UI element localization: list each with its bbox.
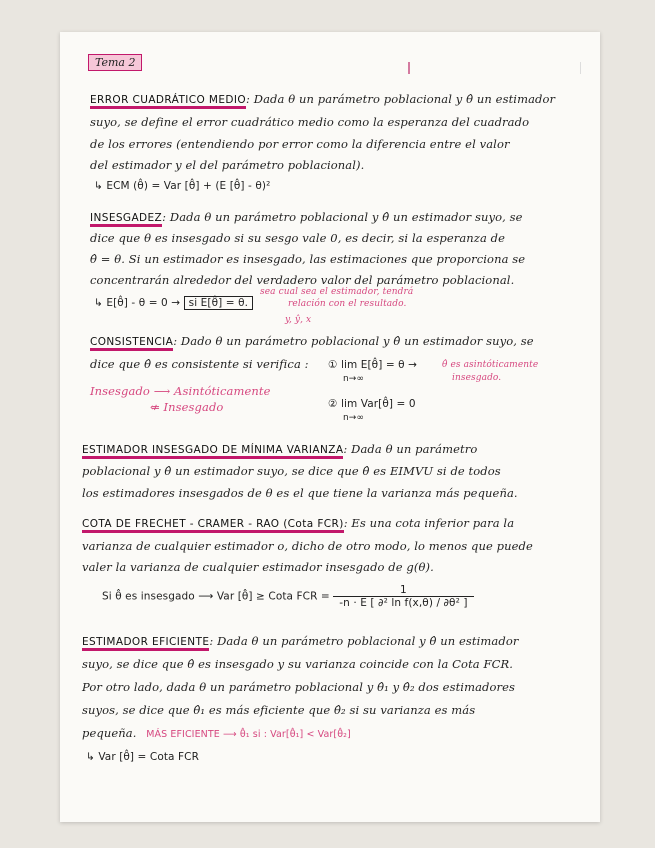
emvu-heading: ESTIMADOR INSESGADO DE MÍNIMA VARIANZA xyxy=(82,444,343,459)
consistencia-cond-2: ② lim Var[θ̂] = 0 xyxy=(328,398,416,410)
ecm-heading: ERROR CUADRÁTICO MEDIO xyxy=(90,94,246,109)
eficiente-formula: ↳ Var [θ̂] = Cota FCR xyxy=(86,751,199,763)
ecm-line-1: ERROR CUADRÁTICO MEDIO: Dada θ un parámetro poblacional y θ̂ un estimador xyxy=(90,92,555,106)
consistencia-line-1: CONSISTENCIA: Dado θ un parámetro poblacional y θ̂ un estimador suyo, se xyxy=(90,334,534,348)
cota-numerator: 1 xyxy=(333,584,473,597)
eficiente-line-2: suyo, se dice que θ̂ es insesgado y su varianza coincide con la Cota FCR. xyxy=(82,657,513,671)
consistencia-line-2: dice que θ̂ es consistente si verifica : xyxy=(90,357,309,371)
eficiente-line-3: Por otro lado, dada θ un parámetro poblacional y θ̂₁ y θ̂₂ dos estimadores xyxy=(82,680,516,694)
notebook-page xyxy=(60,32,600,822)
insesgadez-note-3: y, ŷ, x xyxy=(285,315,312,325)
eficiente-heading: ESTIMADOR EFICIENTE xyxy=(82,636,209,651)
consistencia-cond-1-note-1: θ̂ es asintóticamente xyxy=(442,360,539,370)
cota-denominator: -n · E [ ∂² ln f(x,θ) / ∂θ² ] xyxy=(339,597,468,609)
header-box xyxy=(408,62,581,74)
insesgadez-line-4: concentrarán alrededor del verdadero valor del parámetro poblacional. xyxy=(90,273,515,287)
cota-line-2: varianza de cualquier estimador o, dicho de otro modo, lo menos que puede xyxy=(82,539,533,553)
cota-line-1: COTA DE FRECHET - CRAMER - RAO (Cota FCR): Es una cota inferior para la xyxy=(82,516,514,530)
insesgadez-heading: INSESGADEZ xyxy=(90,212,162,227)
eficiente-line-5: pequeña. MÁS EFICIENTE ⟶ θ̂₁ si : Var[θ̂₁] < Var[θ̂₂] xyxy=(82,726,351,740)
eficiente-line-4: suyos, se dice que θ̂₁ es más eficiente que θ̂₂ si su varianza es más xyxy=(82,703,476,717)
consistencia-cond-1-note-2: insesgado. xyxy=(452,373,502,383)
cota-line-3: valer la varianza de cualquier estimador insesgado de g(θ). xyxy=(82,560,434,574)
consistencia-heading: CONSISTENCIA xyxy=(90,336,173,351)
emvu-line-3: los estimadores insesgados de θ es el que tiene la varianza más pequeña. xyxy=(82,486,518,500)
insesgadez-line-2: dice que θ es insesgado si su sesgo vale 0, es decir, si la esperanza de xyxy=(90,231,506,245)
emvu-line-2: poblacional y θ̂ un estimador suyo, se dice que θ̂ es EIMVU si de todos xyxy=(82,464,501,478)
cota-formula: Si θ̂ es insesgado ⟶ Var [θ̂] ≥ Cota FCR = $\frac{1}{\text{-n · E [ ∂² ln f(x,θ) / ∂θ² ]}}$ xyxy=(102,584,474,609)
insesgadez-boxed: si E[θ̂] = θ. xyxy=(184,296,253,310)
eficiente-line-1: ESTIMADOR EFICIENTE: Dada θ un parámetro poblacional y θ̂ un estimador xyxy=(82,634,518,648)
cota-fraction xyxy=(333,584,473,609)
consistencia-cond-1: ① lim E[θ̂] = θ → xyxy=(328,359,418,371)
emvu-line-1: ESTIMADOR INSESGADO DE MÍNIMA VARIANZA: Dada θ un parámetro xyxy=(82,442,477,456)
ecm-line-2: suyo, se define el error cuadrático medio como la esperanza del cuadrado xyxy=(90,115,530,129)
consistencia-relation-2: ⇍ Insesgado xyxy=(150,400,224,414)
consistencia-cond-2-sub: n→∞ xyxy=(343,413,365,423)
insesgadez-note-2: relación con el resultado. xyxy=(288,299,407,309)
consistencia-relation-1: Insesgado ⟶ Asintóticamente xyxy=(90,384,271,398)
insesgadez-formula: ↳ E[θ̂] - θ = 0 → si E[θ̂] = θ. xyxy=(94,297,253,309)
insesgadez-note-1: sea cual sea el estimador, tendrá xyxy=(260,287,414,297)
ecm-line-3: de los errores (entendiendo por error como la diferencia entre el valor xyxy=(90,137,510,151)
ecm-formula: ↳ ECM (θ̂) = Var [θ̂] + (E [θ̂] - θ)² xyxy=(94,180,271,192)
insesgadez-line-3: θ̂ = θ. Si un estimador es insesgado, las estimaciones que proporciona se xyxy=(90,252,526,266)
cota-heading: COTA DE FRECHET - CRAMER - RAO (Cota FCR) xyxy=(82,518,344,533)
eficiente-pink-note: MÁS EFICIENTE ⟶ θ̂₁ si : Var[θ̂₁] < Var[θ̂₂] xyxy=(146,729,351,740)
consistencia-cond-1-sub: n→∞ xyxy=(343,374,365,384)
insesgadez-line-1: INSESGADEZ: Dada θ un parámetro poblacional y θ̂ un estimador suyo, se xyxy=(90,210,523,224)
ecm-line-4: del estimador y el del parámetro poblacional). xyxy=(90,158,365,172)
topic-tag: Tema 2 xyxy=(88,54,142,71)
